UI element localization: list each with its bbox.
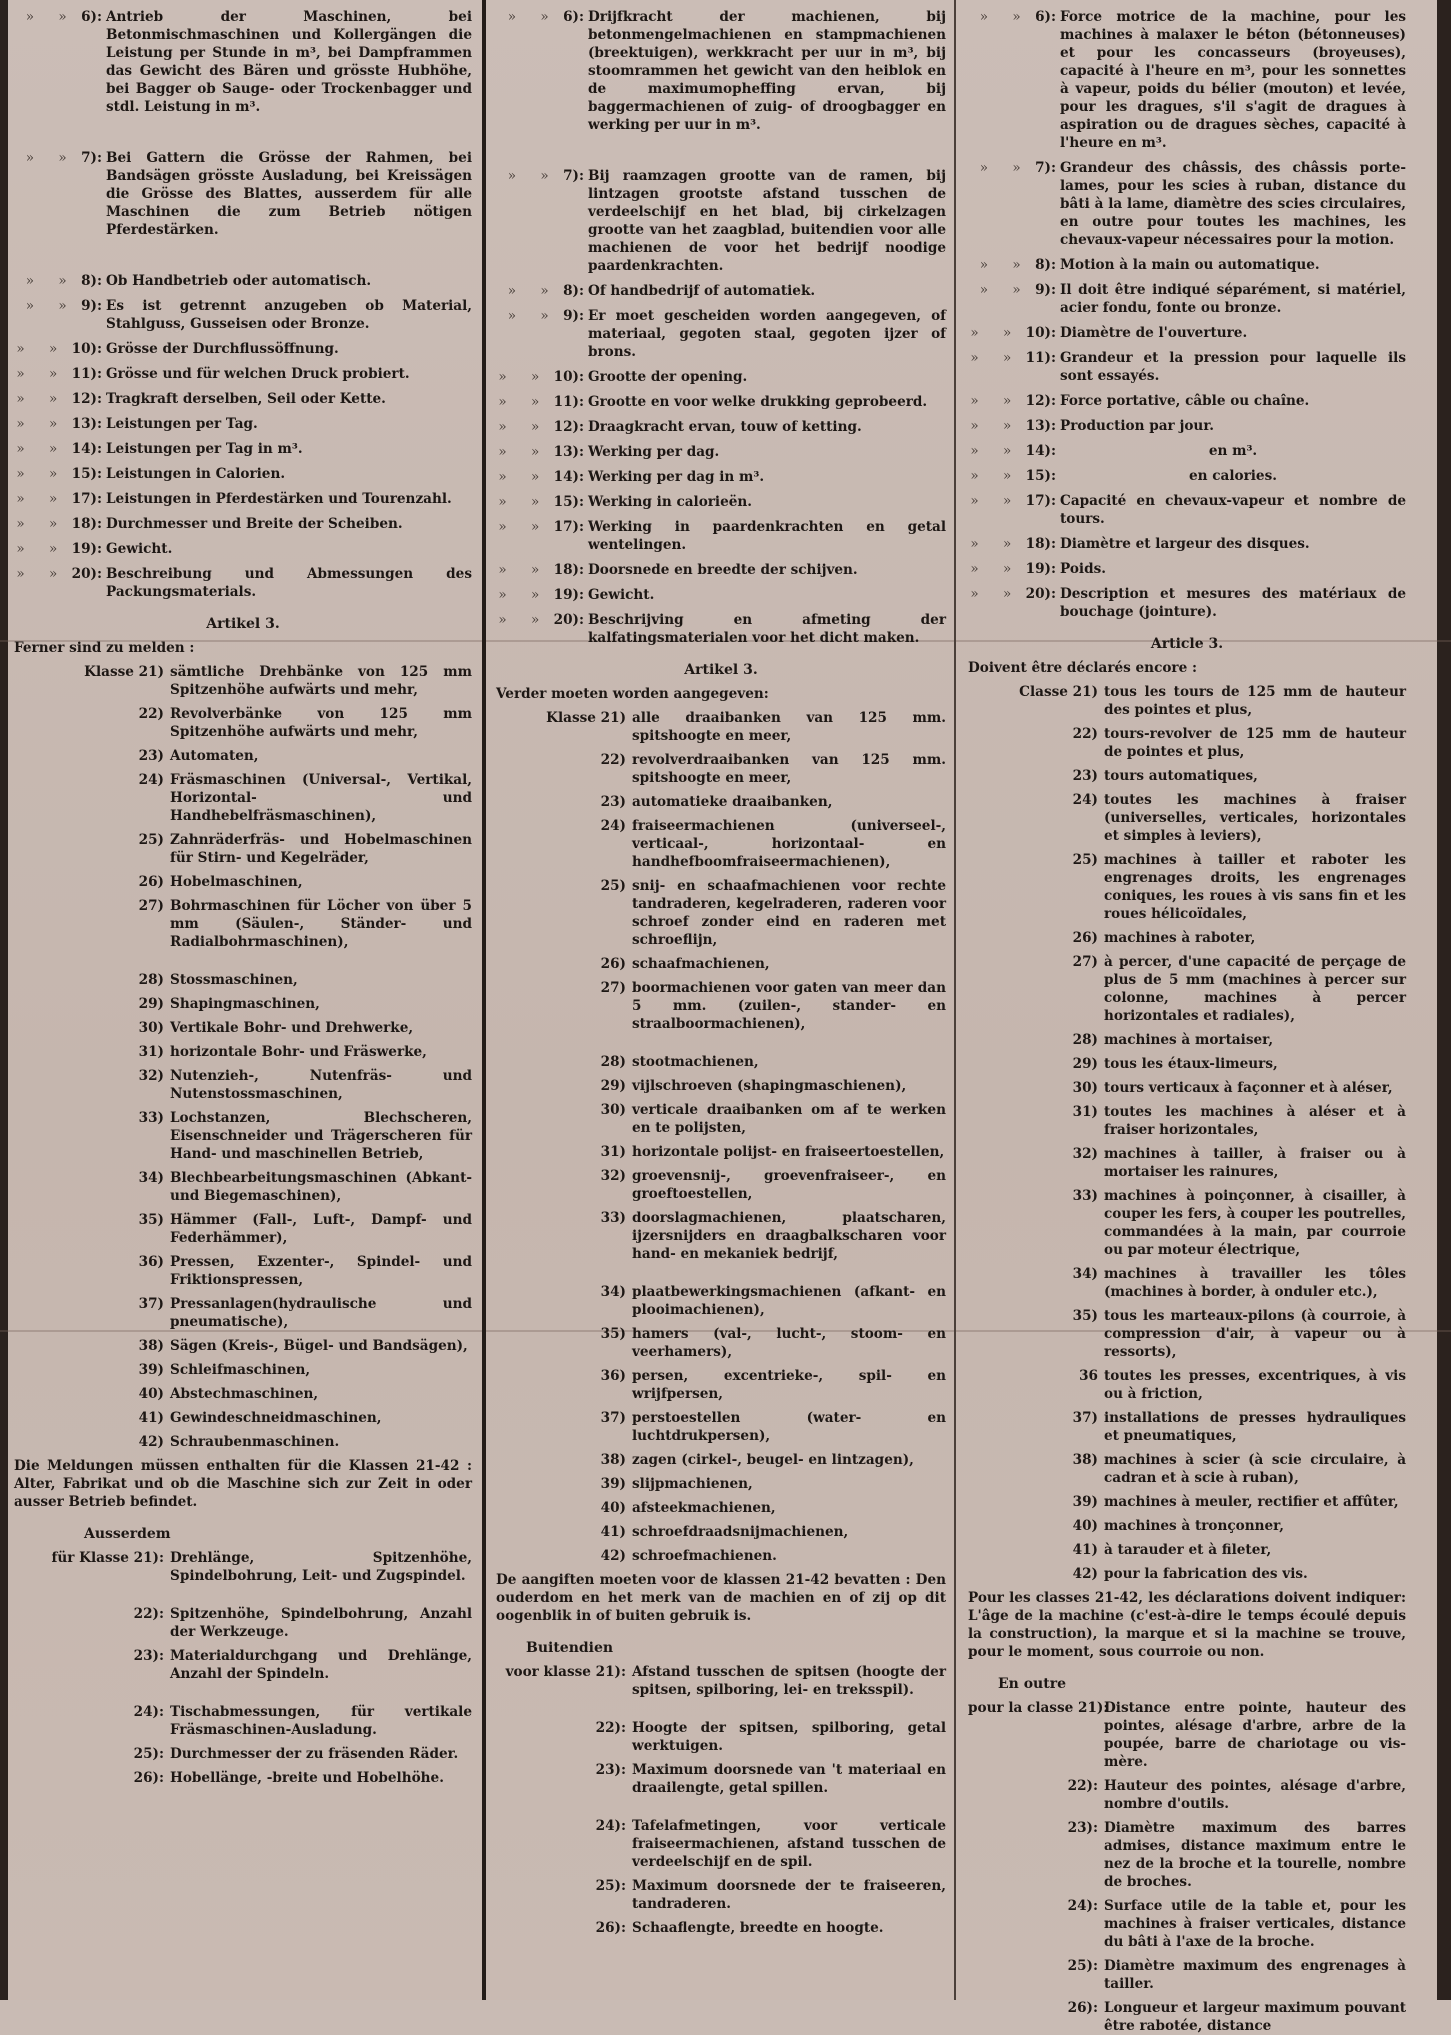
class-item: 24) toutes les machines à fraiser (universelles, verticales, horizontales et simples à leviers), <box>1072 792 1406 844</box>
list-item: » » 8): Motion à la main ou automatique. <box>979 257 1320 273</box>
list-item: » » 6): Drijfkracht der machienen, bij betonmengelmachienen en stampmachienen (breektuigen), werkkracht per uur in m³, bij stoomrammen het gewicht van den heiblok en de maximumopheffing ervan, bij baggermachienen of zuig- of droogbagger en werking per uur in m³. <box>507 9 946 133</box>
list-item: » » 9): Es ist getrennt anzugeben ob Material, Stahlguss, Gusseisen oder Bronze. <box>25 298 472 332</box>
list-item: » » 10): Grösse der Durchflussöffnung. <box>16 341 339 357</box>
list-item: » » 14): en m³. <box>970 443 1258 459</box>
extra-item: 26): Schaaflengte, breedte en hoogte. <box>595 1920 884 1936</box>
dutch-extras <box>496 1663 946 1937</box>
extra-item: 22): Hauteur des pointes, alésage d'arbre, nombre d'outils. <box>1067 1778 1406 1812</box>
list-item: » » 12): Draagkracht ervan, touw of ketting. <box>498 419 862 435</box>
intro-text: Verder moeten worden aangegeven: <box>496 686 769 702</box>
list-item: » » 10): Grootte der opening. <box>498 369 748 385</box>
list-item: » » 7): Grandeur des châssis, des châssis porte-lames, pour les scies à ruban, distance du bâti à la lame, diamètre des scies circulaires, en outre pour toutes les machines, les chevaux-vapeur nécessaires pour la motion. <box>979 160 1406 248</box>
extra-heading: En outre <box>998 1676 1066 1692</box>
list-item: » » 15): Leistungen in Calorien. <box>16 466 286 482</box>
class-item: 38) Sägen (Kreis-, Bügel- und Bandsägen), <box>138 1338 468 1354</box>
class-item: 28) machines à mortaiser, <box>1072 1032 1274 1048</box>
extra-item: 24): Tafelafmetingen, voor verticale fraiseermachienen, afstand tusschen de verdeelschijf en de spil. <box>595 1818 946 1870</box>
class-item: 31) horizontale polijst- en fraiseertoestellen, <box>600 1144 945 1160</box>
extra-item: 24): Tischabmessungen, für vertikale Fräsmaschinen-Ausladung. <box>133 1704 472 1738</box>
class-item: 27) à percer, d'une capacité de perçage de plus de 5 mm (machines à percer sur colonne, machines à percer horizontales et radiales), <box>1072 954 1406 1024</box>
class-item: 40) Abstechmaschinen, <box>138 1386 319 1402</box>
class-item: 33) machines à poinçonner, à cisailler, à couper les fers, à couper les poutrelles, commandées à la main, par courroie ou par moteur électrique, <box>1072 1188 1406 1258</box>
extra-heading: Buitendien <box>526 1640 614 1656</box>
class-item: 36 toutes les presses, excentriques, à vis ou à friction, <box>1079 1368 1406 1402</box>
extra-item: 23): Diamètre maximum des barres admises, distance maximum entre le nez de la broche et la tourelle, nombre de broches. <box>1067 1820 1406 1890</box>
class-item: 26) machines à raboter, <box>1072 930 1256 946</box>
french-top-items <box>968 8 1406 621</box>
intro-text: Doivent être déclarés encore : <box>968 660 1197 676</box>
class-item: 40) machines à tronçonner, <box>1072 1518 1285 1534</box>
list-item: » » 8): Of handbedrijf of automatiek. <box>507 283 816 299</box>
class-item: 35) Hämmer (Fall-, Luft-, Dampf- und Federhämmer), <box>138 1212 472 1246</box>
class-item: 37) installations de presses hydrauliques et pneumatiques, <box>1072 1410 1406 1444</box>
extra-item: 25): Diamètre maximum des engrenages à tailler. <box>1067 1958 1406 1992</box>
class-item: 26) schaafmachienen, <box>600 956 770 972</box>
class-item: 23) automatieke draaibanken, <box>600 794 833 810</box>
list-item: » » 13): Werking per dag. <box>498 444 720 460</box>
list-item: » » 7): Bei Gattern die Grösse der Rahmen, bei Bandsägen grösste Ausladung, bei Kreissägen die Grösse des Blattes, ausserdem für alle Maschinen die zum Betrieb nötigen Pferdestärken. <box>25 150 472 238</box>
class-item: 33) doorslagmachienen, plaatscharen, ijzersnijders en draagbalkscharen voor hand- en mekaniek bedrijf, <box>600 1210 946 1262</box>
list-item: » » 17): Leistungen in Pferdestärken und Tourenzahl. <box>16 491 452 507</box>
class-item: 28) Stossmaschinen, <box>138 972 298 988</box>
class-item: 27) boormachienen voor gaten van meer dan 5 mm. (zuilen-, stander- en straalboormachienen), <box>600 980 946 1032</box>
class-item: 25) snij- en schaafmachienen voor rechte tandraderen, kegelraderen, raderen voor schroef zonder eind en raderen met schroeflijn, <box>600 878 946 948</box>
french-classes <box>968 683 1406 1583</box>
column-divider <box>482 0 486 2000</box>
class-item: 23) tours automatiques, <box>1072 768 1258 784</box>
extra-item: 26): Hobellänge, -breite und Hobelhöhe. <box>133 1770 444 1786</box>
class-item: 36) Pressen, Exzenter-, Spindel- und Friktionspressen, <box>138 1254 472 1288</box>
extra-item: pour la classe 21): Distance entre pointe, hauteur des pointes, alésage d'arbre, arbre de la poupée, barre de chariotage ou vis-mère. <box>968 1700 1406 1770</box>
list-item: » » 19): Poids. <box>970 561 1106 577</box>
list-item: » » 12): Tragkraft derselben, Seil oder Kette. <box>16 391 386 407</box>
list-item: » » 10): Diamètre de l'ouverture. <box>970 325 1248 341</box>
class-item: 24) Fräsmaschinen (Universal-, Vertikal, Horizontal- und Handhebelfräsmaschinen), <box>138 772 472 824</box>
class-item: 36) persen, excentrieke-, spil- en wrijfpersen, <box>600 1368 946 1402</box>
class-item: 42) pour la fabrication des vis. <box>1072 1566 1308 1582</box>
german-top-items <box>14 8 472 601</box>
list-item: » » 20): Beschreibung und Abmessungen des Packungsmaterials. <box>16 566 472 600</box>
list-item: » » 9): Il doit être indiqué séparément, si matériel, acier fondu, fonte ou bronze. <box>979 282 1406 316</box>
class-item: 41) schroefdraadsnijmachienen, <box>600 1524 849 1540</box>
class-item: 40) afsteekmachienen, <box>600 1500 776 1516</box>
french-extras <box>968 1699 1406 2035</box>
class-item: Klasse 21) alle draaibanken van 125 mm. spitshoogte en meer, <box>546 710 946 744</box>
class-item: 22) tours-revolver de 125 mm de hauteur de pointes et plus, <box>1072 726 1406 760</box>
class-item: 37) Pressanlagen(hydraulische und pneumatische), <box>138 1296 472 1330</box>
list-item: » » 14): Werking per dag in m³. <box>498 469 765 485</box>
list-item: » » 19): Gewicht. <box>16 541 173 557</box>
class-item: 24) fraiseermachienen (universeel-, verticaal-, horizontaal- en handhefboomfraiseermachienen), <box>600 818 946 870</box>
extra-item: 26): Longueur et largeur maximum pouvant être rabotée, distance <box>1067 2000 1406 2034</box>
list-item: » » 18): Diamètre et largeur des disques. <box>970 536 1310 552</box>
column-divider <box>954 0 956 2000</box>
class-item: 42) Schraubenmaschinen. <box>138 1434 340 1450</box>
extra-item: für Klasse 21): Drehlänge, Spitzenhöhe, Spindelbohrung, Leit- und Zugspindel. <box>51 1550 472 1584</box>
list-item: » » 20): Description et mesures des matériaux de bouchage (jointure). <box>970 586 1406 620</box>
list-item: » » 15): Werking in calorieën. <box>498 494 753 510</box>
german-column <box>14 8 472 1992</box>
class-item: 35) hamers (val-, lucht-, stoom- en veerhamers), <box>600 1326 946 1360</box>
class-item: 28) stootmachienen, <box>600 1054 759 1070</box>
article-heading: Article 3. <box>1150 636 1224 652</box>
extra-item: 25): Durchmesser der zu fräsenden Räder. <box>133 1746 459 1762</box>
class-item: 30) Vertikale Bohr- und Drehwerke, <box>138 1020 414 1036</box>
class-item: 31) toutes les machines à aléser et à fraiser horizontales, <box>1072 1104 1406 1138</box>
list-item: » » 11): Grösse und für welchen Druck probiert. <box>16 366 410 382</box>
class-item: 38) machines à scier (à scie circulaire, à cadran et à scie à ruban), <box>1072 1452 1406 1486</box>
class-item: 22) Revolverbänke von 125 mm Spitzenhöhe aufwärts und mehr, <box>138 706 472 740</box>
class-item: 41) Gewindeschneidmaschinen, <box>138 1410 382 1426</box>
class-item: 34) Blechbearbeitungsmaschinen (Abkant- und Biegemaschinen), <box>138 1170 472 1204</box>
german-classes <box>14 663 472 1451</box>
class-item: 34) machines à travailler les tôles (machines à border, à onduler etc.), <box>1072 1266 1406 1300</box>
class-item: 29) Shapingmaschinen, <box>138 996 320 1012</box>
list-item: » » 14): Leistungen per Tag in m³. <box>16 441 303 457</box>
class-item: 25) Zahnräderfräs- und Hobelmaschinen für Stirn- und Kegelräder, <box>138 832 472 866</box>
list-item: » » 19): Gewicht. <box>498 587 655 603</box>
list-item: » » 13): Production par jour. <box>970 418 1214 434</box>
class-item: 32) machines à tailler, à fraiser ou à mortaiser les rainures, <box>1072 1146 1406 1180</box>
class-item: 38) zagen (cirkel-, beugel- en lintzagen), <box>600 1452 914 1468</box>
list-item: » » 18): Durchmesser und Breite der Scheiben. <box>16 516 403 532</box>
extra-heading: Ausserdem <box>84 1526 171 1542</box>
list-item: » » 11): Grootte en voor welke drukking geprobeerd. <box>498 394 928 410</box>
class-item: 35) tous les marteaux-pilons (à courroie, à compression d'air, à vapeur ou à ressorts), <box>1072 1308 1406 1360</box>
list-item: » » 18): Doorsnede en breedte der schijven. <box>498 562 858 578</box>
notice-text: Pour les classes 21-42, les déclarations doivent indiquer: L'âge de la machine (c'est-à-dire le temps écoulé depuis la construction), la marque et si la machine se trouve, pour le moment, sous courroie ou non. <box>968 1590 1406 1660</box>
extra-item: 23): Maximum doorsnede van 't materiaal en draailengte, getal spillen. <box>595 1762 946 1796</box>
class-item: 41) à tarauder et à fileter, <box>1072 1542 1272 1558</box>
class-item: 37) perstoestellen (water- en luchtdrukpersen), <box>600 1410 946 1444</box>
class-item: 30) tours verticaux à façonner et à aléser, <box>1072 1080 1393 1096</box>
class-item: 39) slijpmachienen, <box>600 1476 753 1492</box>
list-item: » » 8): Ob Handbetrieb oder automatisch. <box>25 273 372 289</box>
class-item: 30) verticale draaibanken om af te werken en te polijsten, <box>600 1102 946 1136</box>
extra-item: voor klasse 21): Afstand tusschen de spitsen (hoogte der spitsen, spilboring, lei- en treksspil). <box>505 1664 946 1698</box>
class-item: 42) schroefmachienen. <box>600 1548 777 1564</box>
list-item: » » 20): Beschrijving en afmeting der kalfatingsmaterialen voor het dicht maken. <box>498 612 946 646</box>
list-item: » » 15): en calories. <box>970 468 1277 484</box>
extra-item: 25): Maximum doorsnede der te fraiseeren, tandraderen. <box>595 1878 946 1912</box>
list-item: » » 17): Capacité en chevaux-vapeur et nombre de tours. <box>970 493 1406 527</box>
class-item: 26) Hobelmaschinen, <box>138 874 303 890</box>
class-item: 39) machines à meuler, rectifier et affûter, <box>1072 1494 1399 1510</box>
article-heading: Artikel 3. <box>684 662 758 678</box>
list-item: » » 6): Force motrice de la machine, pour les machines à malaxer le béton (bétonneuses) et pour les concasseurs (broyeuses), capacité à l'heure en m³, pour les sonnettes à vapeur, poids du bélier (mouton) et levée, pour les dragues, s'il s'agit de dragues à aspiration ou de dragues sèches, capacité à l'heure en m³. <box>979 9 1406 151</box>
list-item: » » 12): Force portative, câble ou chaîne. <box>970 393 1310 409</box>
class-item: 25) machines à tailler et raboter les engrenages droits, les engrenages coniques, les roues à vis sans fin et les roues hélicoïdales, <box>1072 852 1406 922</box>
list-item: » » 13): Leistungen per Tag. <box>16 416 258 432</box>
class-item: 27) Bohrmaschinen für Löcher von über 5 mm (Säulen-, Ständer- und Radialbohrmaschinen), <box>138 898 472 950</box>
list-item: » » 9): Er moet gescheiden worden aangegeven, of materiaal, gegoten staal, gegoten ijzer of brons. <box>507 308 946 360</box>
dutch-classes <box>496 709 946 1565</box>
class-item: 22) revolverdraaibanken van 125 mm. spitshoogte en meer, <box>600 752 946 786</box>
french-column <box>968 8 1406 2034</box>
class-item: 32) groevensnij-, groevenfraiseer-, en groeftoestellen, <box>600 1168 946 1202</box>
extra-item: 23): Materialdurchgang und Drehlänge, Anzahl der Spindeln. <box>133 1648 472 1682</box>
left-scan-edge <box>0 0 8 2000</box>
class-item: 29) tous les étaux-limeurs, <box>1072 1056 1278 1072</box>
notice-text: De aangiften moeten voor de klassen 21-42 bevatten : Den ouderdom en het merk van de machien en of zij op dit oogenblik in of buiten gebruik is. <box>496 1572 946 1624</box>
right-scan-edge <box>1437 0 1451 2000</box>
class-item: 23) Automaten, <box>138 748 259 764</box>
class-item: 33) Lochstanzen, Blechscheren, Eisenschneider und Trägerscheren für Hand- und maschinellen Betrieb, <box>138 1110 472 1162</box>
list-item: » » 6): Antrieb der Maschinen, bei Betonmischmaschinen und Kollergängen die Leistung per Stunde in m³, bei Dampframmen das Gewicht des Bären und grösste Hubhöhe, bei Bagger ob Sauge- oder Trockenbagger und stdl. Leistung in m³. <box>25 9 472 115</box>
class-item: 29) vijlschroeven (shapingmaschienen), <box>600 1078 907 1094</box>
class-item: Klasse 21) sämtliche Drehbänke von 125 mm Spitzenhöhe aufwärts und mehr, <box>84 664 472 698</box>
class-item: Classe 21) tous les tours de 125 mm de hauteur des pointes et plus, <box>1019 684 1406 718</box>
german-extras <box>14 1549 472 1787</box>
list-item: » » 7): Bij raamzagen grootte van de ramen, bij lintzagen grootste afstand tusschen de verdeelschijf en het blad, bij cirkelzagen grootte van het zaagblad, buitendien voor alle machienen de voor het bedrijf noodige paardenkrachten. <box>507 168 946 274</box>
intro-text: Ferner sind zu melden : <box>14 640 195 656</box>
class-item: 32) Nutenzieh-, Nutenfräs- und Nutenstossmaschinen, <box>138 1068 472 1102</box>
article-heading: Artikel 3. <box>206 616 280 632</box>
list-item: » » 11): Grandeur et la pression pour laquelle ils sont essayés. <box>970 350 1406 384</box>
extra-item: 22): Spitzenhöhe, Spindelbohrung, Anzahl der Werkzeuge. <box>133 1606 472 1640</box>
class-item: 31) horizontale Bohr- und Fräswerke, <box>138 1044 427 1060</box>
class-item: 39) Schleifmaschinen, <box>138 1362 311 1378</box>
dutch-column <box>496 8 946 1992</box>
class-item: 34) plaatbewerkingsmachienen (afkant- en plooimachienen), <box>600 1284 946 1318</box>
extra-item: 22): Hoogte der spitsen, spilboring, getal werktuigen. <box>595 1720 946 1754</box>
list-item: » » 17): Werking in paardenkrachten en getal wentelingen. <box>498 519 946 553</box>
notice-text: Die Meldungen müssen enthalten für die Klassen 21-42 : Alter, Fabrikat und ob die Maschine sich zur Zeit in oder ausser Betrieb befindet. <box>14 1458 472 1510</box>
extra-item: 24): Surface utile de la table et, pour les machines à fraiser verticales, distance du bâti à l'axe de la broche. <box>1067 1898 1406 1950</box>
dutch-top-items <box>496 8 946 647</box>
